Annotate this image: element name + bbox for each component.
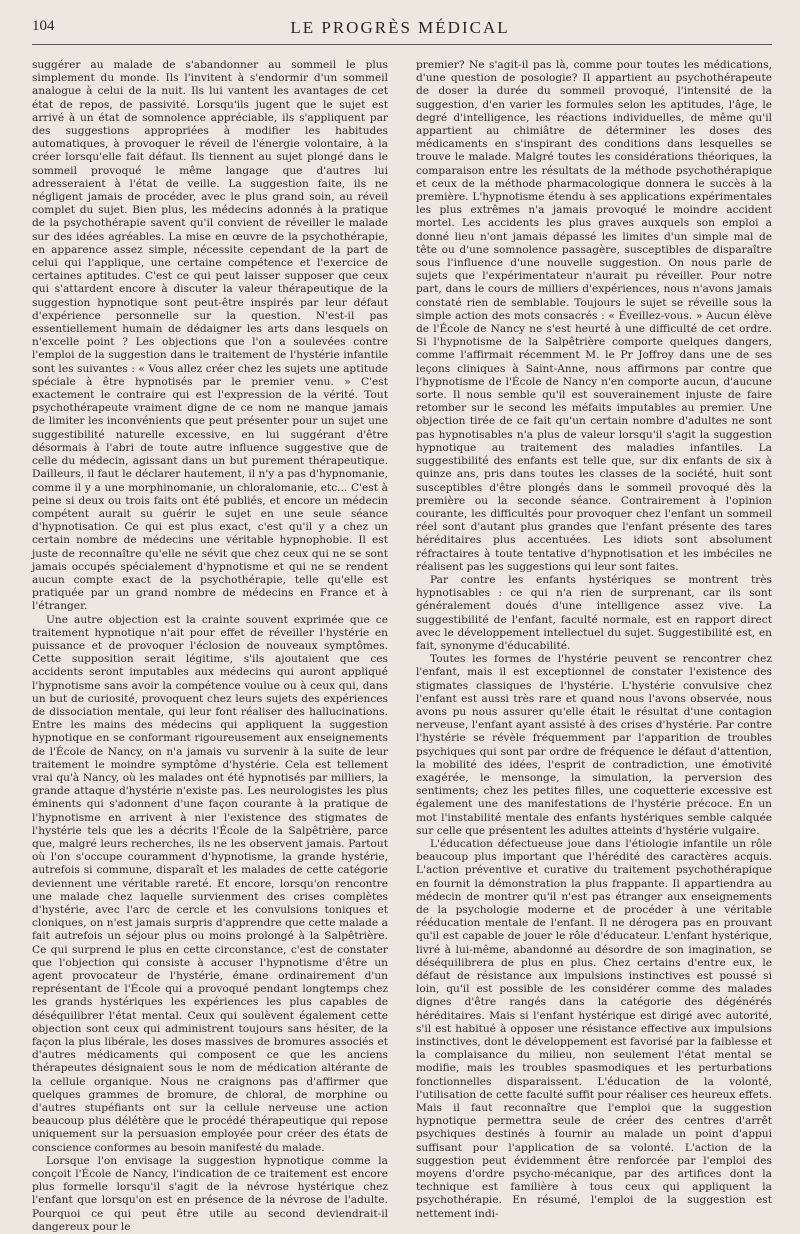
paragraph: Lorsque l'on envisage la suggestion hypnotique comme la conçoit l'École de Nancy, l'indication de ce traitement est encore plus formelle lorsqu'il s'agit de la névrose hystérique chez l'enfant que lorsqu'on est en présence de la névrose de l'adulte. Pourquoi ce qui peut être utile au second deviendrait-il dangereux pour le xyxy=(32,1154,388,1233)
left-column xyxy=(32,59,388,1233)
text-columns xyxy=(32,59,772,1233)
paragraph: L'éducation défectueuse joue dans l'étiologie infantile un rôle beaucoup plus important que l'hérédité des caractères acquis. L'action préventive et curative du traitement psychothérapique en fournit la démonstration la plus frappante. Il appartiendra au médecin de montrer qu'il n'est pas étranger aux enseignements de la psychologie moderne et de procéder à une véritable rééducation mentale de l'enfant. Il ne dérogera pas en prouvant qu'il est capable de jouer le rôle d'éducateur. L'enfant hystérique, livré à lui-même, abandonné au désordre de son imagination, se déséquilibrera de plus en plus. Chez certains d'entre eux, le défaut de résistance aux impulsions instinctives est poussé si loin, qu'il est possible de les considérer comme des malades dignes d'être rangés dans la catégorie des dégénérés héréditaires. Mais si l'enfant hystérique est dirigé avec autorité, s'il est habitué à opposer une résistance effective aux impulsions instinctives, dont le développement est favorisé par la faiblesse et la complaisance du milieu, non seulement l'état mental se modifie, mais les troubles spasmodiques et les perturbations fonctionnelles disparaissent. L'éducation de la volonté, l'utilisation de cette faculté suffit pour réaliser ces heureux effets. Mais il faut reconnaître que l'emploi que la suggestion hypnotique permettra seule de créer des centres d'arrêt psychiques destinés à fournir au malade un point d'appui suffisant pour l'application de sa volonté. L'action de la suggestion peut évidemment être renforcée par l'emploi des moyens d'ordre psycho-mécanique, par des artifices dont la technique est familière à tous ceux qui appliquent la psychothérapie. En résumé, l'emploi de la suggestion est nettement indi- xyxy=(416,837,772,1220)
journal-title: LE PROGRÈS MÉDICAL xyxy=(290,18,510,37)
paragraph: premier? Ne s'agit-il pas là, comme pour toutes les médications, d'une question de posologie? Il appartient au psychothérapeute de doser la durée du sommeil provoqué, l'intensité de la suggestion, d'en varier les formules selon les aptitudes, l'âge, le degré d'intelligence, les réactions individuelles, de même qu'il appartient au chimiâtre de déterminer les doses des médicaments en s'inspirant des conditions dans lesquelles se trouve le malade. Malgré toutes les considérations théoriques, la comparaison entre les résultats de la méthode psychothérapique et ceux de la méthode pharmacologique donnera le succès à la première. L'hypnotisme étendu à ses applications expérimentales les plus extrêmes n'a jamais provoqué le moindre accident mortel. Les accidents les plus graves auxquels son emploi a donné lieu n'ont jamais dépassé les limites d'un simple mal de tête ou d'une somnolence passagère, susceptibles de disparaître sous l'influence d'une nouvelle suggestion. On nous parle de sujets que l'expérimentateur n'aurait pu réveiller. Pour notre part, dans le cours de milliers d'expériences, nous n'avons jamais constaté rien de semblable. Toujours le sujet se réveille sous la simple action des mots consacrés : « Éveillez-vous. » Aucun élève de l'École de Nancy ne s'est heurté à une difficulté de cet ordre. Si l'hypnotisme de la Salpêtrière comporte quelques dangers, comme l'affirmait récemment M. le Pr Joffroy dans une de ses leçons cliniques à Saint-Anne, nous affirmons par contre que l'hypnotisme de l'École de Nancy n'en comporte aucun, d'aucune sorte. Il nous semble qu'il est souverainement injuste de faire retomber sur le second les méfaits imputables au premier. Une objection tirée de ce fait qu'un certain nombre d'adultes ne sont pas hypnotisables n'a plus de valeur lorsqu'il s'agit la suggestion hypnotique au traitement des maladies infantiles. La suggestibilité des enfants est telle que, sur dix enfants de six à quinze ans, pris dans toutes les classes de la société, huit sont susceptibles d'être plongés dans le sommeil provoqué dès la première ou la seconde séance. Contrairement à l'opinion courante, les difficultés pour provoquer chez l'enfant un sommeil réel sont d'autant plus grandes que l'enfant présente des tares héréditaires plus accentuées. Les idiots sont absolument réfractaires à toute tentative d'hypnotisation et les imbéciles ne réalisent pas les suggestions qui leur sont faites. xyxy=(416,59,772,573)
paragraph: Par contre les enfants hystériques se montrent très hypnotisables : ce qui n'a rien de surprenant, car ils sont généralement doués d'une intelligence assez vive. La suggestibilité de l'enfant, faculté normale, est en rapport direct avec le développement intellectuel du sujet. Suggestibilité est, en fait, synonyme d'éducabilité. xyxy=(416,573,772,652)
right-column xyxy=(416,59,772,1220)
paragraph: Toutes les formes de l'hystérie peuvent se rencontrer chez l'enfant, mais il est exceptionnel de constater l'existence des stigmates classiques de l'hystérie. L'hystérie convulsive chez l'enfant est aussi très rare et quand nous l'avons observée, nous avons pu nous assurer qu'elle était le résultat d'une contagion nerveuse, l'enfant ayant assisté à des crises d'hystérie. Par contre l'hystérie se révèle fréquemment par l'apparition de troubles psychiques qui sont par ordre de fréquence le défaut d'attention, la mobilité des idées, l'esprit de contradiction, une émotivité exagérée, le mensonge, la simulation, la perversion des sentiments; chez les petites filles, une coquetterie excessive est également une des manifestations de l'hystérie précoce. En un mot l'instabilité mentale des enfants hystériques semble calquée sur celle que présentent les adultes atteints d'hystérie vulgaire. xyxy=(416,653,772,837)
page-number: 104 xyxy=(32,18,55,34)
paragraph: suggérer au malade de s'abandonner au sommeil le plus simplement du monde. Ils l'invitent à s'endormir d'un sommeil analogue à celui de la nuit. Ils lui vantent les avantages de cet état de repos, de passivité. Lorsqu'ils jugent que le sujet est arrivé à un état de somnolence appréciable, ils s'appliquent par des suggestions appropriées à modifier les habitudes automatiques, à provoquer le réveil de l'énergie volontaire, à la créer lorsqu'elle fait défaut. Ils tiennent au sujet plongé dans le sommeil provoqué le même langage que d'autres lui adresseraient à l'état de veille. La suggestion faite, ils ne négligent jamais de procéder, avec le plus grand soin, au réveil complet du sujet. Bien plus, les médecins adonnés à la pratique de la psychothérapie savent qu'il convient de réveiller le malade sur des idées agréables. La mise en œuvre de la psychothérapie, en apparence assez simple, nécessite cependant de la part de celui qui l'applique, une certaine compétence et l'exercice de certaines aptitudes. C'est ce qui peut laisser supposer que ceux qui s'attardent encore à discuter la valeur thérapeutique de la suggestion hypnotique sont peut-être inspirés par leur défaut d'expérience personnelle sur la question. N'est-il pas essentiellement humain de dédaigner les arts dans lesquels on n'excelle point ? Les objections que l'on a soulevées contre l'emploi de la suggestion dans le traitement de l'hystérie infantile sont les suivantes : « Vous allez créer chez les sujets une aptitude spéciale à être hypnotisés par le premier venu. » C'est exactement le contraire qui est l'expression de la vérité. Tout psychothérapeute vraiment digne de ce nom ne manque jamais de limiter les inconvénients que peut présenter pour un sujet une suggestibilité naturelle excessive, en lui suggérant d'être désormais à l'abri de toute autre influence suggestive que de celle du médecin, agissant dans un but purement thérapeutique. Dailleurs, il faut le déclarer hautement, il n'y a pas d'hypnomanie, comme il y a une morphinomanie, un chloralomanie, etc... C'est à peine si deux ou trois faits ont été publiés, et encore un médecin compétent aurait su guérir le sujet en une seule séance d'hypnotisation. Ce qui est plus exact, c'est qu'il y a chez un certain nombre de médecins une véritable hypnophobie. Il est juste de reconnaître qu'elle ne sévit que chez ceux qui ne se sont jamais occupés spécialement d'hypnotisme et qui ne se rendent aucun compte exact de la psychothérapie, telle qu'elle est pratiquée par un grand nombre de médecins en France et à l'étranger. xyxy=(32,59,388,613)
paragraph: Une autre objection est la crainte souvent exprimée que ce traitement hypnotique n'ait pour effet de réveiller l'hystérie en puissance et de provoquer l'éclosion de nouveaux symptômes. Cette supposition serait légitime, s'ils ajoutaient que ces accidents seront imputables aux médecins qui auront appliqué l'hypnotisme sans avoir la compétence voulue ou à ceux qui, dans un but de curiosité, provoquent chez leurs sujets des expériences de dissociation mentale, qui leur font réaliser des hallucinations. Entre les mains des médecins qui appliquent la suggestion hypnotique en se conformant rigoureusement aux enseignements de l'École de Nancy, on n'a jamais vu survenir à la suite de leur traitement le moindre symptôme d'hystérie. Cela est tellement vrai qu'à Nancy, où les malades ont été hypnotisés par milliers, la grande attaque d'hystérie n'existe pas. Les neurologistes les plus éminents qui s'adonnent d'une façon courante à la pratique de l'hypnotisme en arrivent à nier l'existence des stigmates de l'hystérie tels que les a décrits l'École de la Salpêtrière, parce que, malgré leurs recherches, ils ne les observent jamais. Partout où l'on s'occupe couramment d'hypnotisme, la grande hystérie, autrefois si commune, disparaît et les malades de cette catégorie deviennent une véritable rareté. Et encore, lorsqu'on rencontre une malade chez laquelle survienment des crises complètes d'hystérie, avec l'arc de cercle et les convulsions toniques et cloniques, on n'est jamais surpris d'apprendre que cette malade a fait autrefois un séjour plus ou moins prolongé à la Salpêtrière. Ce qui surprend le plus en cette circonstance, c'est de constater que l'objection qui consiste à accuser l'hypnotisme d'être un agent provocateur de l'hystérie, émane ordinairement d'un représentant de l'École qui a provoqué pendant longtemps chez les grands hystériques les expériences les plus capables de déséquilibrer l'état mental. Ceux qui soulèvent également cette objection sont ceux qui administrent toujours sans hésiter, de la façon la plus libérale, les doses massives de bromures associés et d'autres médicaments qui composent ce que les anciens thérapeutes désignaient sous le nom de médication altérante de la cellule organique. Nous ne craignons pas d'affirmer que quelques grammes de bromure, de chloral, de morphine ou d'autres stupéfiants ont sur la cellule nerveuse une action beaucoup plus délétère que le procédé thérapeutique qui repose uniquement sur la persuasion employée pour créer des états de conscience conformes au besoin manifesté du malade. xyxy=(32,613,388,1154)
